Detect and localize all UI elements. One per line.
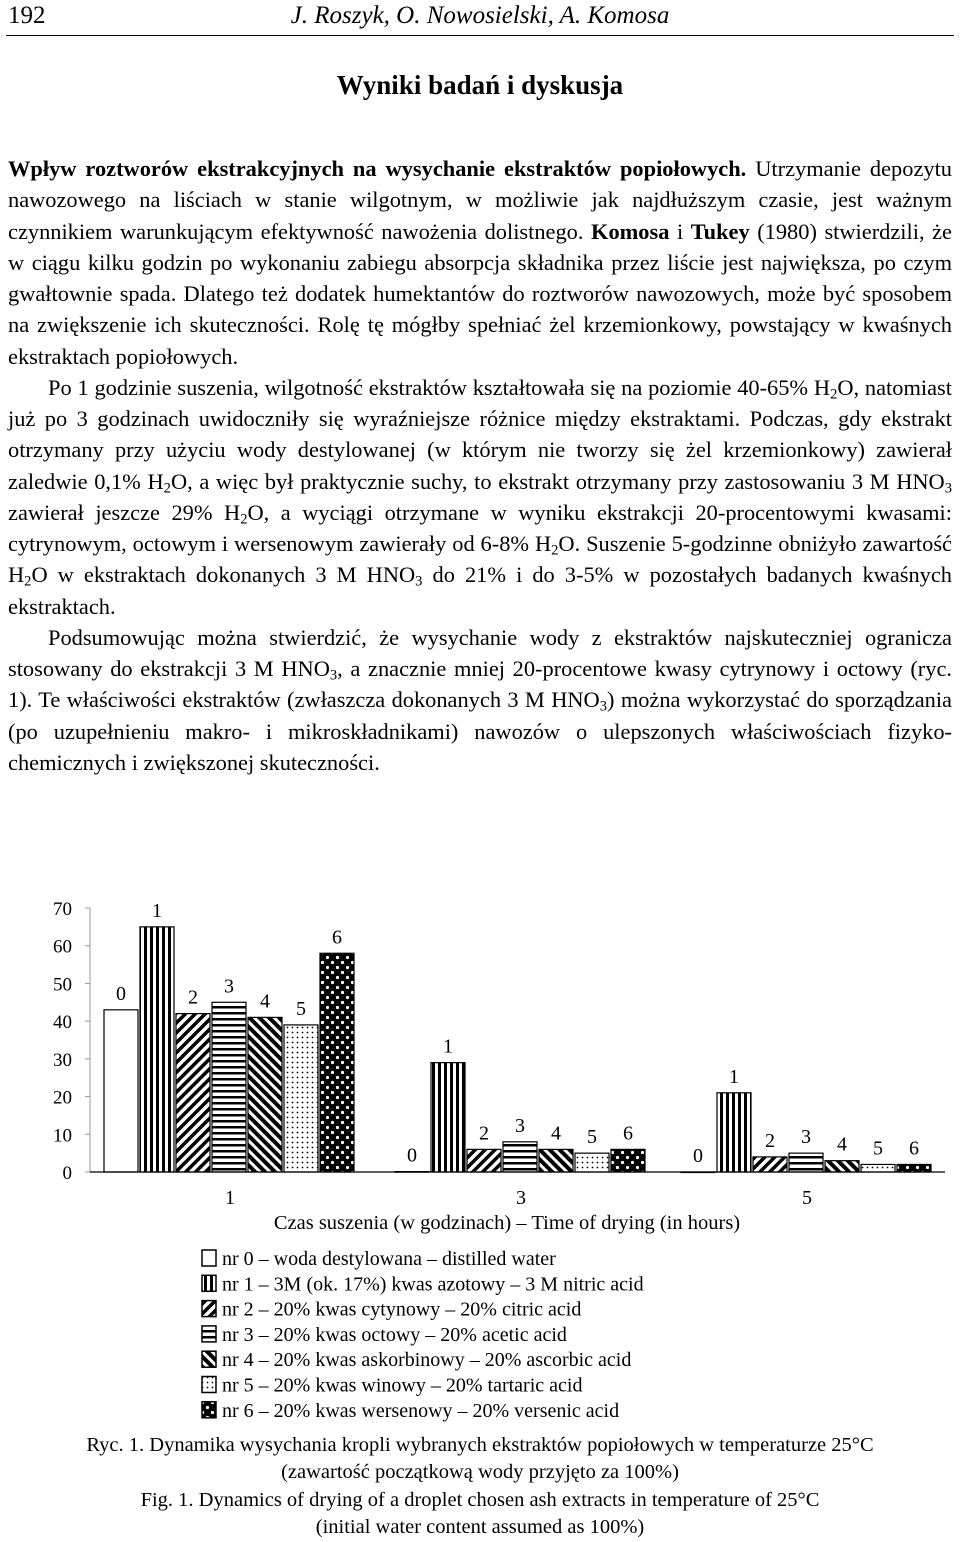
- bar-label: 0: [407, 1144, 417, 1167]
- paragraph-2: [8, 372, 952, 622]
- subscript: 2: [240, 511, 248, 528]
- subscript: 3: [944, 480, 952, 497]
- figure-caption: [0, 1432, 960, 1541]
- bar-1h-nr1: [140, 927, 174, 1172]
- bar-1h-nr5: [284, 1025, 318, 1172]
- legend-label: nr 0 – woda destylowana – distilled water: [222, 1248, 556, 1270]
- text-run: O w ekstraktach dokonanych 3 M HNO: [31, 562, 416, 588]
- bar-3h-nr4: [539, 1149, 573, 1172]
- bar-5h-nr4: [825, 1161, 859, 1172]
- x-axis: [90, 1172, 945, 1209]
- bar-label: 3: [801, 1126, 811, 1149]
- bar-label: 3: [515, 1114, 525, 1137]
- bar-label: 3: [224, 975, 234, 998]
- bar-label: 5: [587, 1126, 597, 1149]
- text-run: Po 1 godzinie suszenia, wilgotność ekstraktów kształtowała się na poziomie 40-65% H: [48, 374, 831, 400]
- subscript: 2: [830, 386, 838, 403]
- text-run: i: [669, 218, 691, 244]
- legend-swatch: [202, 1377, 216, 1393]
- author-name: Komosa: [591, 218, 670, 244]
- y-tick-label: 70: [53, 899, 72, 920]
- text-run: zawierał jeszcze 29% H: [8, 499, 241, 525]
- figure-1: [0, 880, 960, 1440]
- bar-label: 4: [551, 1122, 561, 1145]
- legend-swatch: [202, 1402, 216, 1418]
- x-tick-label: 5: [802, 1187, 812, 1209]
- legend-label: nr 3 – 20% kwas octowy – 20% acetic acid: [222, 1323, 567, 1346]
- bar-label: 2: [765, 1129, 775, 1152]
- legend-swatch: [202, 1275, 216, 1291]
- y-tick-label: 0: [62, 1163, 72, 1184]
- y-tick-label: 50: [53, 974, 72, 996]
- paragraph-1: [8, 153, 952, 372]
- y-tick-label: 20: [53, 1087, 72, 1109]
- bar-label: 5: [296, 997, 306, 1020]
- bar-1h-nr2: [176, 1014, 210, 1172]
- y-tick-label: 10: [53, 1125, 72, 1147]
- bar-3h-nr2: [467, 1149, 501, 1172]
- bar-label: 6: [909, 1137, 919, 1160]
- subscript: 3: [415, 573, 423, 590]
- bar-1h-nr0: [104, 1010, 138, 1172]
- bar-5h-nr3: [789, 1153, 823, 1172]
- bar-3h-nr5: [575, 1153, 609, 1172]
- legend-label: nr 5 – 20% kwas winowy – 20% tartaric acid: [222, 1374, 583, 1397]
- bar-label: 6: [623, 1122, 633, 1145]
- bar-label: 1: [152, 899, 162, 922]
- bar-series-group: [104, 900, 931, 1173]
- bar-label: 1: [729, 1065, 739, 1088]
- text-run: Podsumowując można stwierdzić, że wysychanie wody z ekstraktów najskuteczniej ogranicza stosowany do ekstrakcji 3 M HNO: [8, 624, 952, 681]
- caption-line-2: (zawartość początkową wody przyjęto za 100%): [281, 1461, 679, 1484]
- bar-chart: [0, 880, 960, 1440]
- bar-label: 4: [837, 1133, 847, 1156]
- legend-label: nr 2 – 20% kwas cytynowy – 20% citric acid: [222, 1298, 582, 1321]
- caption-line-4: (initial water content assumed as 100%): [315, 1515, 645, 1538]
- page-number: 192: [8, 2, 46, 29]
- text-run: O, a wyciągi otrzymane w wyniku ekstrakcji 20-procentowymi kwasami: cytrynowym, octowym i wersenowym zawierały od 6-8% H: [8, 499, 952, 556]
- bar-3h-nr3: [503, 1142, 537, 1172]
- x-tick-label: 3: [516, 1187, 526, 1209]
- y-tick-label: 30: [53, 1049, 72, 1071]
- text-run: (1980) stwierdzili, że w ciągu kilku godzin po wykonaniu zabiegu absorpcja składnika przez liście jest największa, po czym gwałtownie spada. Dlatego też dodatek humektantów do roztworów nawozowych, może być sposobem na zwiększenie ich skuteczności. Rolę tę mógłby spełniać żel krzemionkowy, powstający w kwaśnych ekstraktach popiołowych.: [8, 218, 952, 369]
- bar-5h-nr2: [753, 1157, 787, 1172]
- legend-swatch: [202, 1326, 216, 1342]
- bar-1h-nr4: [248, 1017, 282, 1172]
- legend-label: nr 4 – 20% kwas askorbinowy – 20% ascorbic acid: [222, 1349, 632, 1372]
- bar-label: 1: [443, 1035, 453, 1058]
- y-tick-label: 60: [53, 936, 72, 958]
- text-run: ) można wykorzystać do sporządzania (po uzupełnieniu makro- i mikroskładnikami) nawozów o ulepszonych właściwościach fizyko-chemicznych i zwiększonej skuteczności.: [8, 687, 952, 775]
- bar-label: 2: [188, 986, 198, 1009]
- subscript: 3: [599, 698, 607, 715]
- bar-label: 2: [479, 1122, 489, 1145]
- text-run: , a znacznie mniej 20-procentowe kwasy cytrynowy i octowy (ryc. 1). Te właściwości ekstraktów (zwłaszcza dokonanych 3 M HNO: [8, 656, 952, 713]
- bar-label: 0: [116, 982, 126, 1005]
- section-title: Wyniki badań i dyskusja: [336, 70, 624, 100]
- subscript: 2: [163, 480, 171, 497]
- author-name: Tukey: [690, 218, 750, 244]
- bar-label: 5: [873, 1137, 883, 1160]
- legend-swatch: [202, 1250, 216, 1266]
- body-text: [8, 153, 952, 778]
- legend-swatch: [202, 1351, 216, 1367]
- bar-3h-nr1: [431, 1063, 465, 1172]
- text-run: do 21% i do 3-5% w pozostałych badanych kwaśnych ekstraktach.: [8, 562, 952, 619]
- legend-label: nr 6 – 20% kwas wersenowy – 20% versenic acid: [222, 1399, 620, 1422]
- bar-label: 6: [332, 926, 342, 949]
- bar-3h-nr6: [611, 1149, 645, 1172]
- text-run: O. Suszenie 5-godzinne obniżyło zawartość H: [8, 531, 952, 588]
- y-axis: [53, 899, 90, 1184]
- page-header: [6, 0, 954, 36]
- bar-5h-nr6: [897, 1164, 931, 1172]
- legend-swatch: [202, 1301, 216, 1317]
- text-run: O, natomiast już po 3 godzinach uwidoczniły się wyraźniejsze różnice między ekstraktami. Podczas, gdy ekstrakt otrzymany przy użyciu wody destylowanej (w którym nie tworzy się żel krzemionkowy) zawierał zaledwie 0,1% H: [8, 374, 952, 494]
- caption-line-3: Fig. 1. Dynamics of drying of a droplet chosen ash extracts in temperature of 25°C: [140, 1488, 820, 1511]
- bar-5h-nr5: [861, 1164, 895, 1172]
- subscript: 2: [24, 573, 32, 590]
- running-title: J. Roszyk, O. Nowosielski, A. Komosa: [290, 2, 670, 29]
- subscript: 3: [329, 667, 338, 684]
- x-tick-label: 1: [225, 1187, 235, 1209]
- subscript: 2: [551, 542, 559, 559]
- bar-1h-nr3: [212, 1002, 246, 1172]
- y-tick-label: 40: [53, 1012, 72, 1034]
- bar-label: 4: [260, 990, 270, 1013]
- bar-1h-nr6: [320, 953, 354, 1172]
- x-axis-label: Czas suszenia (w godzinach) – Time of drying (in hours): [273, 1212, 741, 1234]
- subsection-heading: Wpływ roztworów ekstrakcyjnych na wysychanie ekstraktów popiołowych.: [8, 156, 747, 181]
- bar-label: 0: [693, 1145, 703, 1167]
- bar-5h-nr1: [717, 1093, 751, 1172]
- paragraph-3: [8, 622, 952, 778]
- caption-line-1: Ryc. 1. Dynamika wysychania kropli wybranych ekstraktów popiołowych w temperaturze 25°C: [86, 1434, 874, 1456]
- text-run: O, a więc był praktycznie suchy, to ekstrakt otrzymany przy zastosowaniu 3 M HNO: [170, 468, 945, 494]
- chart-legend: [202, 1248, 644, 1422]
- legend-label: nr 1 – 3M (ok. 17%) kwas azotowy – 3 M nitric acid: [222, 1273, 644, 1296]
- text-run: Utrzymanie depozytu nawozowego na liściach w stanie wilgotnym, w możliwie jak najdłuższym czasie, jest ważnym czynnikiem warunkującym efektywność nawożenia dolistnego.: [8, 156, 952, 244]
